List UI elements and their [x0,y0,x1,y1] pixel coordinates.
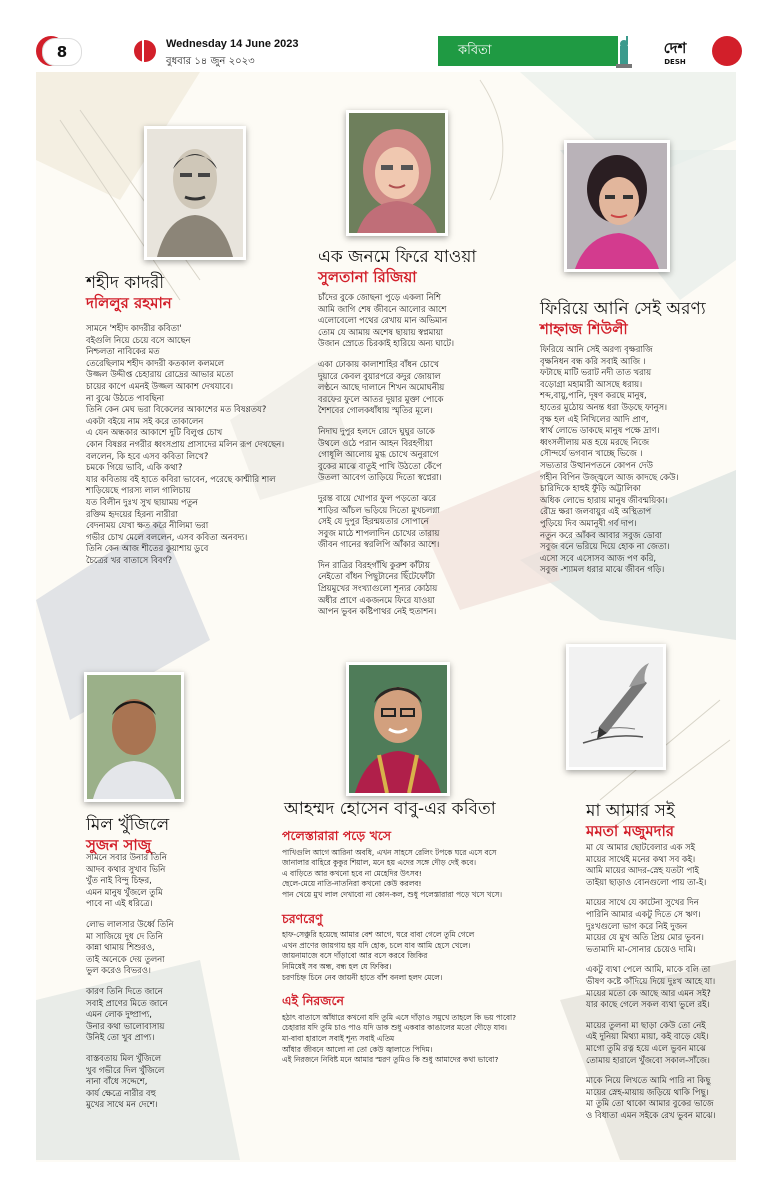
poem-line: লোভ লালসার উর্ধ্বে তিনি [86,918,174,929]
poem-line: শাড়ির আঁচল ভড়িয়ে দিতো মুখচলগ্না [318,504,440,515]
poem-line: এ বাড়িতে আর কখনো হবে না মেহেদির উৎসব! [282,868,422,878]
poem-line: সভ্যতার উত্থানপতনে কোপন দেউ [540,459,653,470]
poem-line: কারণ তিনি দিতে জানে [86,985,163,996]
poem-title: আহম্মদ হোসেন বাবু-এর কবিতা [284,799,496,819]
header-red-circle-right [712,36,742,66]
poem-line: মাগো তুমি রত্ন হয়ে এলে ভুবন মাঝে [586,1042,706,1053]
poem-line: উনিই তো খুব প্রাপ্য। [86,1032,155,1043]
poem-line: এসো সবে এসোসব আজ পণ করি, [540,552,656,563]
poem-line: মায়ের স্নেহ-মায়ায় জড়িয়ে থাকি পিছু। [586,1086,709,1097]
poem-line: তাইয়া ছাড়াও বোনগুলো পায় তা-ই। [586,876,707,887]
poem-line: ভুল করেও বিভরও। [86,965,151,976]
poem-line: মায়ের তুলনা মা ছাড়া কেউ তো নেই [586,1019,706,1030]
poem-line: একা ঢোকায় কালাশাহির বাঁধন চোখে [318,358,439,369]
poem-line: এ যেন অন্ধকার আকাশে দুটি বিলুপ্ত চোখ [86,427,223,438]
poem-line: দিন রাত্রির বিরহগাঁথি কুরুশ কাঁটায় [318,559,430,570]
poem-line: অধীর প্রাণে একজনমে ফিরে যাওয়া [318,594,435,605]
poem-line: সবুজ মাঠে শাপলাদিন চোখের তারায় [318,527,440,538]
poem-line: একটা বইয়ে নাম সই করে তাকালেন [86,415,204,426]
poem-line: স্বার্থ লোভে ডাকছে মানুষ পক্ষে দ্রাণ। [540,425,660,436]
poem-line: মা-বাবা হারালে সবাই শূন্য সবাই এতিম [282,1033,395,1043]
poem-line: খুঁত নাই বিন্দু চিহ্নর, [86,875,152,886]
poem-line: হাফ-সেঞ্চুরি হয়েছে আমার বেশ আগে, ঘরে বাবা গেলে তুমি গেলে [282,930,475,940]
poem-line: মায়ের যে মুখ অতি প্রিয় মোর ভুবন। [586,932,704,943]
poem-line: নিমিষেই সব অন্ধ, বন্ধ হল যে ফিকির। [282,961,392,971]
poem-line: তোম যে আমায় অশেষ ছায়ায় স্বপ্নমায়া [318,326,444,337]
poem-line: ধ্বংসলীলায় মত্ত হয়ে মরছে নিজে [540,436,650,447]
poem-line: পারিনি আমার একটু দিতে সে ঋণ। [586,908,701,919]
poem-line: বাস্তবতায় মিল খুঁজিলে [86,1052,162,1063]
photo-shahnaz-shiuli [564,140,670,272]
poem-line: তিনি কেন আজ শীতের কুয়াশায় ডুবে [86,543,209,554]
poem-line: আমি জাগি শেষ জীবনে আলোর আশে [318,303,447,314]
poem-line: নেইতো বাঁধন পিছুটানের ছিঁটেফোঁটা [318,571,436,582]
poem-line: সবুজ -শ্যামল ধরার মাঝে জীবন গড়ি। [540,564,665,575]
poem-line: কোন বিষণ্ণর নগরীর ধ্বংসপ্রায় প্রাসাদের মলিন রূপ দেখছেন। [86,438,285,449]
poem-body [86,323,284,566]
poem-line: তেরেছিলাম শহীদ কাদরী কতকাল কলমলে [86,357,224,368]
poem-subheading: পলেস্তারারা পড়ে খসে [282,828,392,843]
poem-line: দুঃখগুলো ভাগ করে নিই দুজন [586,920,688,931]
poem-line: জায়নামাজে বসে দাঁড়াবো আর বসে করবে জিকির [282,951,428,961]
poem-line: যত বিলীন দুঃখ সুখ ছায়াময় পতুন [86,496,198,507]
poem-line: ও বিধাতা এমন সইকে রেখ ভুবন মাঝে। [586,1109,716,1120]
poem-line: দুয়ারে কেবল বুয়ারপরে কদুর জোয়াল [318,370,441,381]
poem-line: পাখিগুলি আগে আরিনা অবধি, এখন সাহসে রেলিং টপকে ঘরে এসে বসে [282,847,497,857]
page-header [36,36,736,68]
poem-line: চাঁদের বুকে জোছনা পুড়ে একলা নিশি [318,292,442,302]
poem-line: পাবে না এই ধরিত্রে। [86,898,153,909]
stanza [586,1075,715,1121]
pen-sketch-illustration [566,644,666,770]
poem-line: খুব গভীরে দিল খুঁজিলে [86,1064,165,1075]
poem-author: সুলতানা রিজিয়া [318,268,417,286]
poem-line: মা তুমি তো থাকো আমার বুকের ভাজে [586,1098,714,1109]
poem-author: মমতা মজুমদার [586,822,675,840]
poem-line: চায়ের কাপে এমনই উজ্জল আকাশ দেখযাবে। [86,380,234,391]
poem-line: বৃক্ষ হল এই নিখিলের আদি প্রাণ, [540,413,649,424]
poem-line: যার কাছে গেলে সকল ব্যথা ভুলে রই। [586,999,710,1010]
poem-line: অধিক লোভে হারায় মানুষ জীবন্ময়িকা। [540,494,668,505]
stanza [318,426,454,484]
poem-line: উতলা আবেগ তাড়িয়ে দিতো স্বপ্নেরা। [318,472,442,483]
stanza [318,292,454,350]
poem-line: বললেন, কি হবে এসব কবিতা লিখে? [86,450,209,461]
poem-line: কার্য ক্ষেত্রে নারীর বহু [86,1087,156,1098]
svg-text:DESH: DESH [664,58,686,66]
poem-title: ফিরিয়ে আনি সেই অরণ্য [540,299,706,319]
poem-body [282,830,542,1066]
stanza [586,897,715,955]
poem-line: শৈশবের গোলকধাঁধায় স্মৃতির মূলে। [318,405,433,416]
poem-subheading: চরণরেণু [282,910,323,926]
poem-line: তাই অনেকে দেয় তুলনা [86,953,165,964]
poem-line: শাড়িয়েছে পারস্য লাল গালিচায় [86,485,191,496]
poem-line: প্রিয়মুখের সংখ্যাগুলো শূন্যর কোঠায় [318,583,438,594]
poem-title: মিল খুঁজিলে [86,815,170,835]
poem-line: এই নিরজনে নিবিষ্ট মনে আমার স্মরণ তুমিও কি শুধু আমাদের কথা ভাবো? [282,1055,499,1065]
poem-line: চমকে গিয়ে ভাবি, একি কথা? [86,462,183,473]
poem-line: চারিদিকে হাহুই ফুঁড়ি অট্টালিকা [540,483,641,494]
poem-line: নতুন করে আঁকব আবার সবুজ ডোবা [540,529,662,540]
poem-line: চেহারার যদি তুমি চাও পাও যদি ডাক শুধু একবার কাঙালের মতো দৌড়ে যাব। [282,1023,507,1033]
photo-shahid-kadri-sketch [144,126,246,260]
poem-line: উথলে ওঠে পরান আহন বিরহগীয়া [318,437,433,448]
photo-sujon-saju [84,672,184,802]
poem-line: উজান স্রোতে চিরকাই হারিয়ে অন্য ঘাটে। [318,338,454,349]
poem-line: নানা বাঁধে সদ্দেশে, [86,1076,148,1087]
poem-author: শাহ্নাজ শিউলী [540,320,628,338]
stanza [318,359,454,417]
stanza [586,1020,715,1066]
poem-line: আদব কথার সুখাব ভিনি [86,863,166,874]
poem-line: সৌন্দর্যে ভগবান খাচ্ছে ভিজে । [540,448,643,459]
poem-line: না বুঝে উঠতে পাবছিনা [86,392,165,403]
poem-line: যার কবিতায় বই হাতে কবিরা ভাবেন, পরেছে কাশ্মীরি শাল [86,473,276,484]
poem-line: এলোবেলো পথের রেখায় মান অভিমান [318,315,448,326]
stanza [86,919,173,977]
page-number: 8 [42,38,82,66]
poem-line: চরণচিহ্ন চিনে নেব জায়নী হাতে বাঁশ বনলা হলদ মেলে। [282,972,443,982]
poem-line: মুখের সাথে মন দেশে। [86,1099,158,1110]
poem-line: উজ্জল উদ্দীপ্ত চেহারায় রোদ্রের আভার মতো [86,369,234,380]
poem-line: চৈত্রের খর বাতাসে বিবর্ণ? [86,554,173,565]
poem-line: মা যে আমার ছোটবেলার এক সই [586,842,695,852]
poem-line: হাতের মুঠোয় অনন্ত ধরা উড়ছে ফানুস। [540,401,668,412]
date-english: Wednesday 14 June 2023 [166,38,299,50]
poem-subheading: এই নিরজনে [282,993,344,1009]
poem-line: বইগুলি নিয়ে চেয়ে বসে আছেন [86,334,191,345]
poem-line: হঠাৎ বাতাসে আঁধারে কখনো যদি তুমি এসে দাঁড়াও সমুখে তাহলে কি ভয় পাবো? [282,1012,517,1022]
photo-sultana-rizia [346,110,448,236]
poem-line: ছেলে-মেয়ে নাতি-নাতনিরা কখনো কেউ করলব! [282,879,422,889]
photo-ahammed-hossain-babu [346,662,450,796]
poem-line: পুড়িয়ে দিব অমানুষী গর্ব দাপ। [540,517,637,528]
desh-logo [650,36,700,66]
poem-line: ফিরিয়ে আনি সেই অরণ্য বৃক্ষরাজি [540,344,653,354]
poem-line: গহীন বিপিন উজ্জ্বলে আজ কাদছে কেউ। [540,471,679,482]
poem-line: আমি মায়ের আদর-স্নেহ যতটা পাই [586,865,699,876]
poem-body [86,852,173,1111]
stanza [318,493,454,551]
poem-line: বরফের ফুলে আতর দুয়ার মুক্তা পোকে [318,393,444,404]
poem-line: মা সাজিয়ে দুধ দে তিনি [86,930,163,941]
poem-line: একটু ব্যথা পেলে আমি, মাকে বলি তা [586,964,711,975]
poem-line: এমন লোক দুষ্প্রাপ্য, [86,1009,152,1020]
svg-text:দেশ: দেশ [663,39,687,57]
poem-title: মা আমার সই [586,801,675,821]
poem-line: গভীর চোখ মেলে বললেন, এসব কবিতা অনবদ্য। [86,531,248,542]
stanza [318,560,454,618]
poem-line: বড়োগ্রা মহামারী আসছে ধরায়। [540,378,643,389]
poem-line: তিনি কেন মেঘ ভরা বিকেলের আকাশের মত বিষণ্ণতয? [86,404,267,415]
poem-line: মাকে নিয়ে লিখতে আমি পারি না কিছু [586,1075,711,1086]
poem-line: এই দুনিয়া মিথ্যা মায়া, কই বাড়ে যেই। [586,1031,709,1042]
poem-line: ফটাছে মাটি ভরাট নদী তাত খরায় [540,367,652,378]
poem-body [318,292,454,618]
poem-line: আঁধার জীবনে আলো না তো কেউ জ্বালাতে পিদিম। [282,1044,433,1054]
poem-line: নিদাঘ দুপুর হলদে রোদে ঘুঘুর ডাকে [318,425,435,436]
poem-line: সবুজ বনে ভরিয়ে দিয়ে হোক না জেতা। [540,541,670,552]
poem-line: নিশ্চলতা নাবিকের মত [86,346,160,357]
poem-line: মায়ের মতো কে আছে আর এমন সই? [586,987,711,998]
poem-line: লণ্ঠনে আছে দালানে শিখন অমোঘনীয় [318,382,445,393]
poem-line: উনার কথা ভালোবাসায় [86,1020,165,1031]
poem-author: দলিলুর রহমান [86,294,172,312]
stanza [86,323,284,566]
poem-line: বৃক্ষনিধন বন্ধ করি সবাই আজি । [540,355,646,366]
poem-line: সবাই প্রাণের মিতে জানে [86,997,168,1008]
date-bangla: বুধবার ১৪ জুন ২০২৩ [166,56,255,67]
poem-line: এমন মানুষ খুঁজলে তুমি [86,886,163,897]
poem-line: পান খেয়ে মুখ লাল দেখাবো না কোন-কল, শুধু পলেস্তারারা পড়ে খসে খসে। [282,889,502,899]
poem-line: দুরন্ত বায়ে খোপার ফুল পড়তো ঝরে [318,492,436,503]
section-label: কবিতা [438,36,618,66]
poem-line: মায়ের সাথেই মনের কথা সব কই। [586,853,696,864]
stanza [86,1053,173,1111]
poem-line: সামনে 'শহীদ কাদরীর কবিতা' [86,323,182,333]
poem-line: মায়ের সাথে যে কাটেনা সুখের দিন [586,897,699,908]
poem-line: রৌদ্র ক্ষরা জলবায়ুর এই অস্থিতাপ [540,506,652,517]
poem-line: জীবন গানের স্বরলিপি আঁকার আশে। [318,539,440,550]
stanza [86,852,173,910]
poem-author: সুজন সাজু [86,836,152,854]
poem-line: বুকের মাঝে বাতুই পাখি উঠতো কেঁপে [318,460,442,471]
poem-line: আপন ভুবন কষ্টিপাথর নেই হুতাশন। [318,606,437,617]
poem-line: বেদনাময় যেখা ক্ষত করে নীলিমা ভরা [86,520,209,531]
poem-line: ভতামাদি মা-সোনার চেয়েও দামি। [586,943,696,954]
poem-line: সেই যে দুপুর হিরন্ময়তার সোপানে [318,516,429,527]
newspaper-emblem-icon [134,40,156,62]
poem-line: সামনে সবার উনার তিনি [86,852,167,862]
stanza [86,986,173,1044]
poem-line: জানালার বাহিরে কুকুর শিয়াল, মনে হয় এদের সঙ্গে দৌড় দেই কবে। [282,858,476,868]
stanza [586,842,715,888]
stanza [586,964,715,1010]
poem-line: তোমায় হারালে খুঁজবো সকাল-সাঁজে। [586,1054,710,1065]
poem-title: শহীদ কাদরী [86,273,165,293]
poem-line: রক্তিম হৃদয়ের হিরন্য নারীরা [86,508,178,519]
poem-title: এক জনমে ফিরে যাওয়া [318,247,477,267]
statue-of-liberty-icon [610,36,638,68]
poem-body [586,842,715,1121]
poem-line: গোধূলি আলোয় মুগ্ধ চোখে অনুরাগে [318,449,439,460]
poem-line: শব্দ,বায়ু,পানি, দূষণ করছে মানুষ, [540,390,647,401]
poem-line: কান্না থামায় শিশুরও, [86,942,155,953]
stanza [540,344,678,576]
poem-line: এখন প্রাণের জায়গায় হয় যদি হোক, চলে যাব আমি হেসে খেলে। [282,940,471,950]
poem-body [540,344,678,576]
poem-line: ভীষণ কষ্টে কাঁদিয়ে দিয়ে দুঃখ আহে যা। [586,975,716,986]
